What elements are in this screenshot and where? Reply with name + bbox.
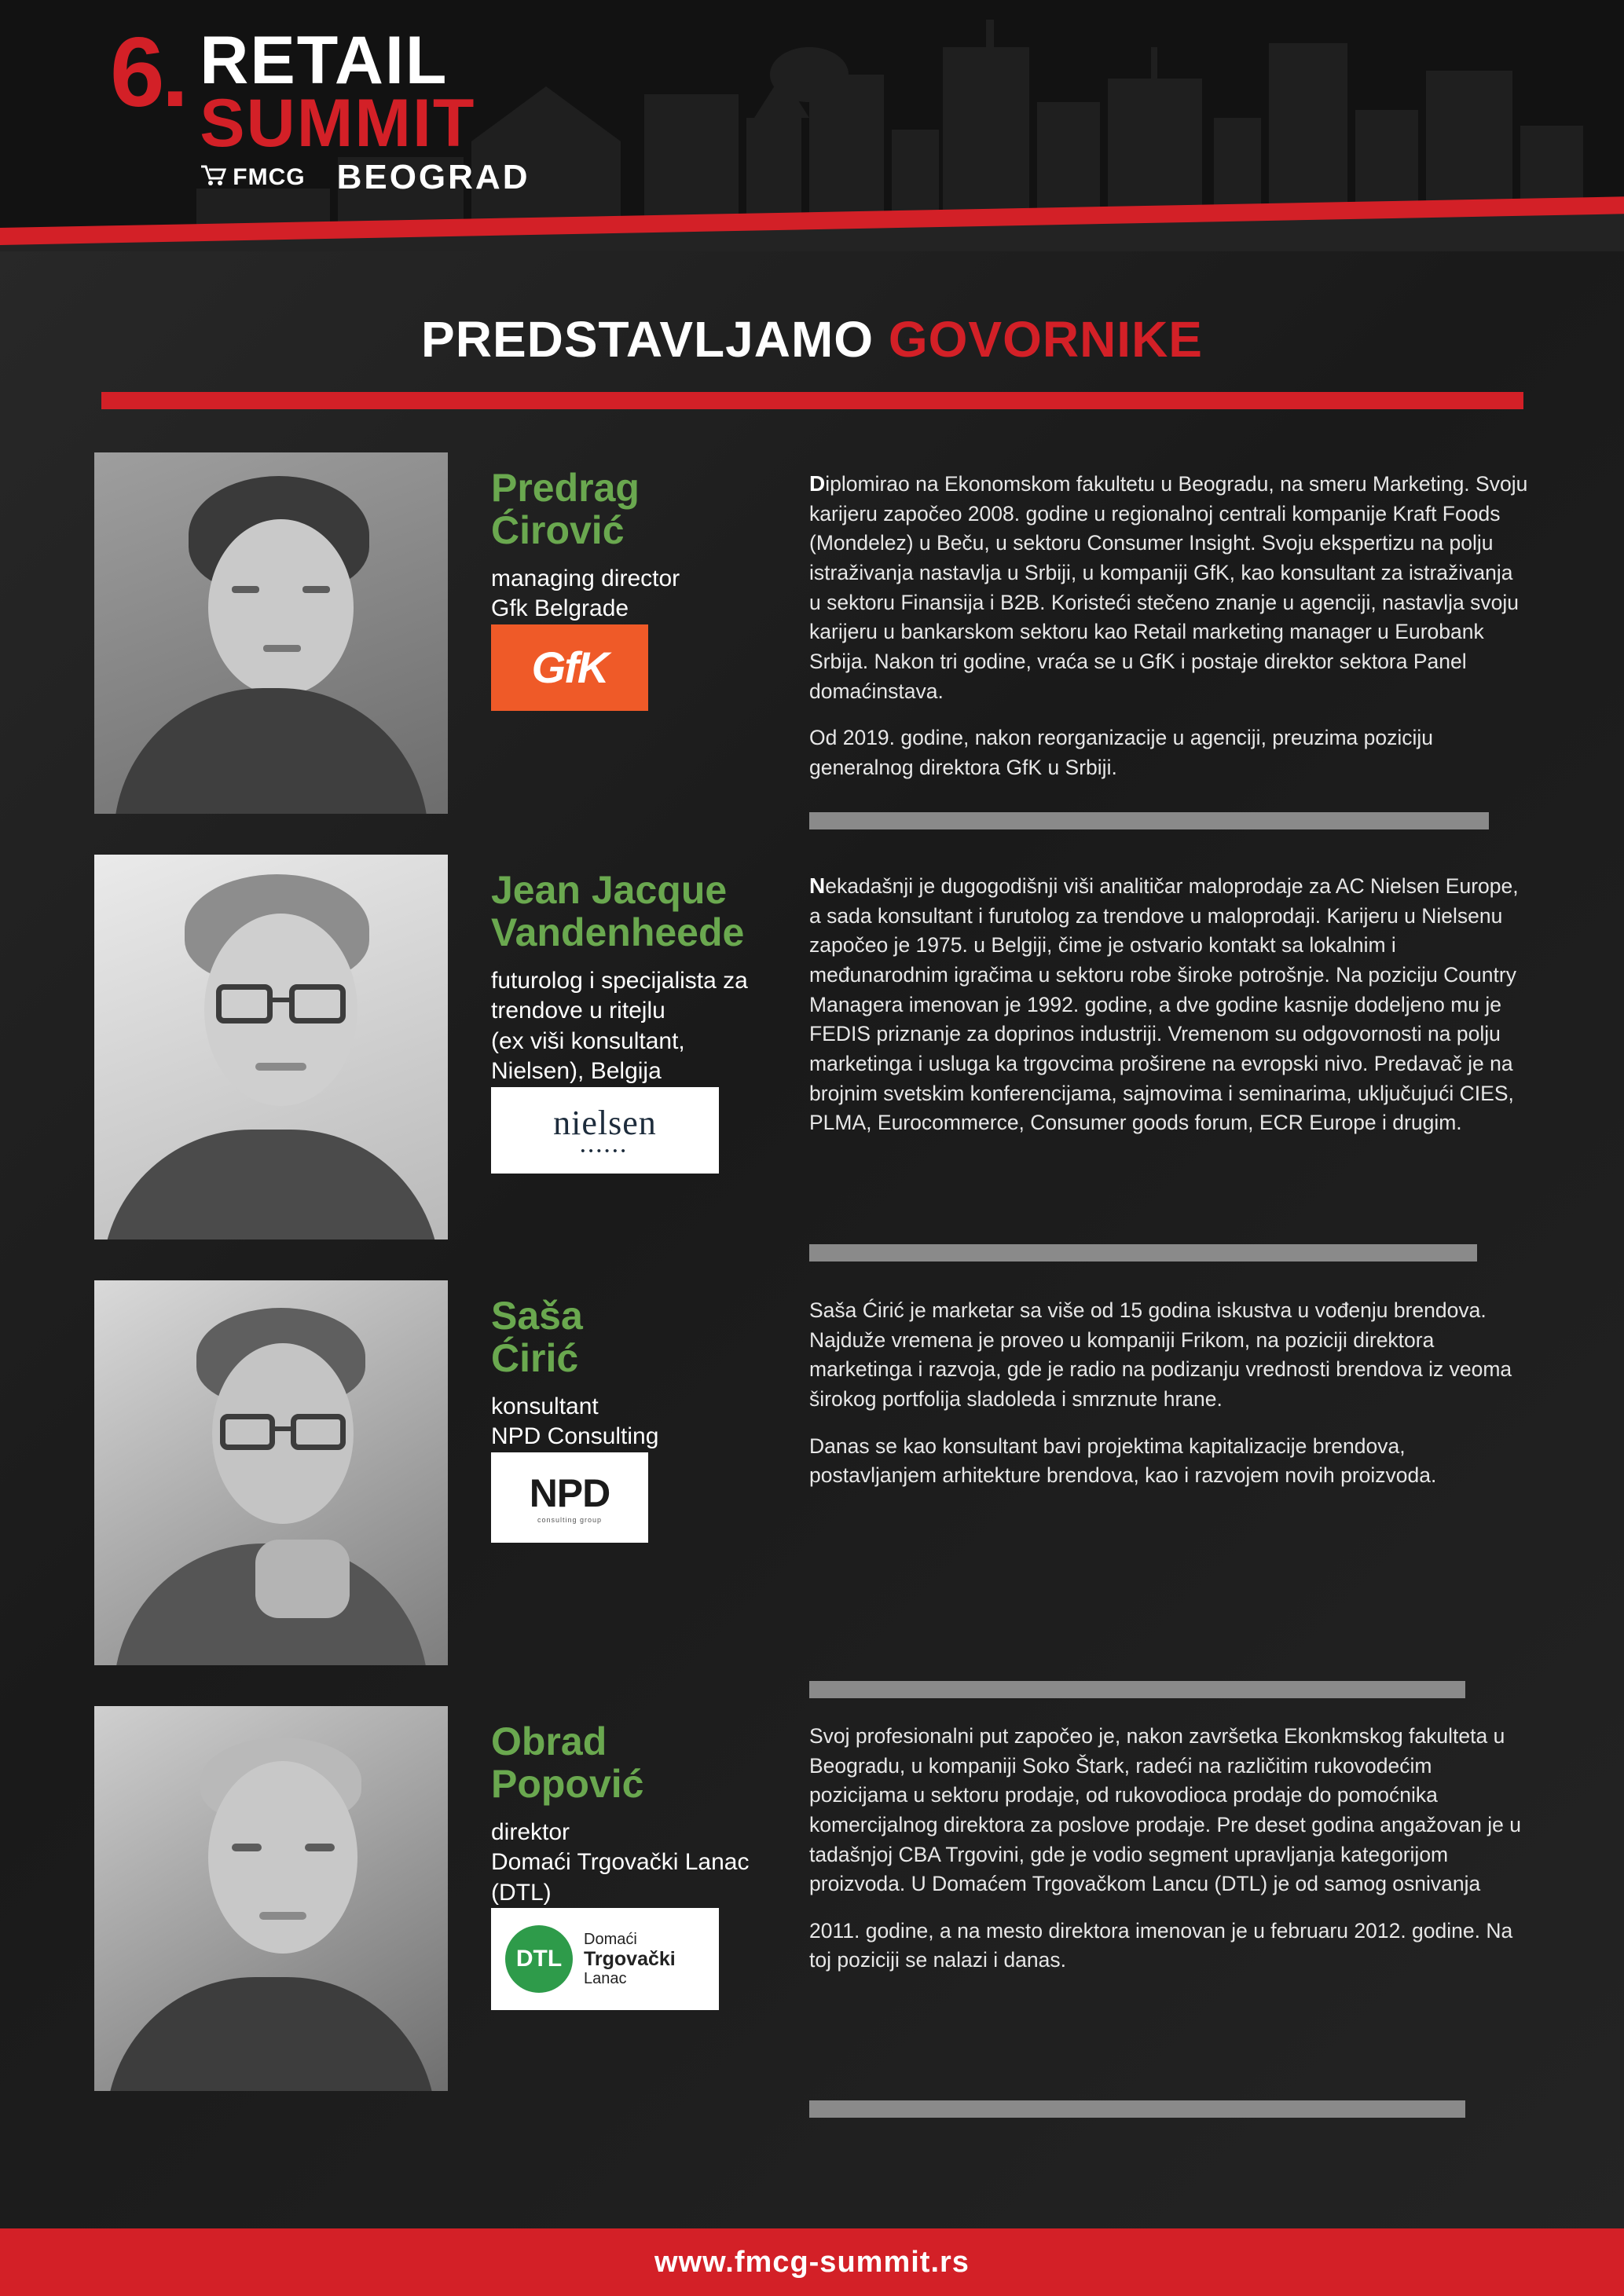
speaker-name xyxy=(491,1720,786,1805)
bio-text-2: Od 2019. godine, nakon reorganizacije u agenciji, preuzima poziciju generalnog direktora GfK u Srbiji. xyxy=(809,726,1434,779)
speaker-role-line1: managing director xyxy=(491,566,680,591)
speakers-list xyxy=(0,409,1624,2091)
speaker-bio-column xyxy=(786,1280,1530,1665)
event-logo xyxy=(110,18,530,197)
speaker-name xyxy=(491,869,786,954)
speaker-role-line2: Domaći Trgovački Lanac xyxy=(491,1849,750,1876)
bio-text-2: 2011. godine, a na mesto direktora imenovan je u februaru 2012. godine. Na toj poziciji se nalazi i danas. xyxy=(809,1918,1513,1972)
logo-fmcg-text: FMCG xyxy=(233,163,306,190)
speaker-info xyxy=(448,452,786,814)
speaker-card xyxy=(94,855,1530,1240)
bio-accent-bar xyxy=(809,1681,1465,1698)
logo-summit-text: SUMMIT xyxy=(200,86,476,162)
speaker-name-line2: Ćirović xyxy=(491,508,625,552)
speaker-role xyxy=(491,1818,786,1908)
company-logo-dtl-line1: Domaći xyxy=(584,1930,637,1948)
speaker-card xyxy=(94,1706,1530,2091)
poster-footer xyxy=(0,2228,1624,2296)
company-logo-dtl xyxy=(491,1908,719,2010)
speaker-name-line2: Vandenheede xyxy=(491,910,745,954)
speaker-role-line1: konsultant xyxy=(491,1393,599,1419)
bio-accent-bar xyxy=(809,2100,1465,2118)
speaker-role-line2: trendove u riteјlu xyxy=(491,998,665,1024)
nielsen-dots-decoration: •••••• xyxy=(581,1144,629,1158)
speaker-portrait-obrad-popovic xyxy=(94,1706,448,2091)
speaker-role-line2: NPD Consulting xyxy=(491,1423,659,1450)
speaker-role xyxy=(491,564,786,624)
speaker-portrait-predrag-cirovic xyxy=(94,452,448,814)
speaker-name xyxy=(491,1294,786,1379)
speaker-bio xyxy=(809,1296,1530,1491)
speaker-info xyxy=(448,1706,786,2091)
speaker-name-line1: Saša xyxy=(491,1294,583,1338)
company-logo-npd-label: NPD xyxy=(529,1471,610,1516)
logo-city-text: BEOGRAD xyxy=(336,157,530,196)
speaker-info xyxy=(448,855,786,1240)
bio-text-1: Saša Ćirić je marketar sa više od 15 godina iskustva u vođenju brendova. Najduže vremena je proveo u kompaniji Frikom, na poziciji direktora marketinga i razvoja, gde je radio na podizanju vrednosti brendova iz veoma širokog portfolija sladoleda i smrznute hrane. xyxy=(809,1298,1512,1411)
bio-accent-bar xyxy=(809,1244,1477,1262)
logo-retail-text: RETAIL xyxy=(200,23,449,98)
title-underline-bar xyxy=(101,392,1523,409)
speaker-role-line1: direktor xyxy=(491,1819,570,1845)
bio-text-1: ekadašnji je dugogodišnji viši analitičar maloprodaje za AC Nielsen Europe, a sada konsultant i furutolog za trendove u maloprodaji. Karijeru u Nielsenu započeo je 1975. u Belgiji, čime je ostvario kontakt sa lokalnim i međunarodnim igračima u sektoru robe široke potrošnje. Na poziciju Country Managera imenovan je 1992. godine, a dve godine kasnije dodeljeno mu je FEDIS priznanje za doprinos industriji. Vremenom su odgovornosti na polju marketinga i usluga ka trgovcima proširene na evropski nivo. Predavač je na brojnim svetskim konferencijama, sajmovima i seminarima, uključujući CIES, PLMA, Eurocommerce, Consumer goods forum, ECR Europe i drugim. xyxy=(809,874,1519,1135)
speaker-role-line2: Gfk Belgrade xyxy=(491,595,629,622)
speaker-photo-wrapper xyxy=(94,1280,448,1665)
company-logo-nielsen xyxy=(491,1087,719,1174)
company-logo-dtl-line3: Lanac xyxy=(584,1970,627,1988)
speaker-card xyxy=(94,452,1530,814)
speaker-portrait-sasa-ciric xyxy=(94,1280,448,1665)
company-logo-npd-tagline: consulting group xyxy=(537,1516,603,1525)
speaker-role-line3: (DTL) xyxy=(491,1879,552,1906)
speaker-bio-column xyxy=(786,855,1530,1240)
company-logo-dtl-mark: DTL xyxy=(505,1925,573,1993)
company-logo-dtl-line2: Trgovački xyxy=(584,1948,676,1971)
shopping-cart-icon xyxy=(200,164,226,190)
speaker-name-line2: Ćirić xyxy=(491,1336,579,1380)
speaker-bio xyxy=(809,1722,1530,1976)
speaker-photo-wrapper xyxy=(94,855,448,1240)
speaker-photo-wrapper xyxy=(94,1706,448,2091)
speaker-bio-column xyxy=(786,1706,1530,2091)
company-logo-npd xyxy=(491,1452,648,1543)
bio-text-1: iplomirao na Ekonomskom fakultetu u Beogradu, na smeru Marketing. Svoju karijeru započeo 2008. godine u regionalnoj centrali kompanije Kraft Foods (Mondelez) u Beču, u sektoru Consumer Insight. Svoju ekspertizu na polju istraživanja nastavlja u Srbiji, u kompaniji GfK, kao konsultant za istraživanja u sektoru Finansija i B2B. Koristeći stečeno znanje u agenciji, nastavlja svoju karijeru u bankarskom sektoru kao Retail marketing manager u Eurobank Srbija. Nakon tri godine, vraća se u GfK i postaje direktor sektora Panel domaćinstava. xyxy=(809,472,1528,703)
speaker-bio xyxy=(809,468,1530,782)
bio-dropcap: D xyxy=(809,471,826,496)
page-title-part1: PREDSTAVLJAMO xyxy=(421,311,874,368)
page-title xyxy=(0,310,1624,368)
page-title-part2: GOVORNIKE xyxy=(888,311,1203,368)
bio-text-2: Danas se kao konsultant bavi projektima kapitalizacije brendova, postavljanjem arhitekture brendova, kao i razvojem novih proizvoda. xyxy=(809,1434,1437,1488)
speaker-bio-column xyxy=(786,452,1530,814)
speaker-name xyxy=(491,467,786,551)
speaker-info xyxy=(448,1280,786,1665)
speaker-photo-wrapper xyxy=(94,452,448,814)
edition-number: 6. xyxy=(110,18,186,127)
bio-dropcap: N xyxy=(809,873,826,898)
speaker-name-line1: Predrag xyxy=(491,466,640,510)
page-title-area xyxy=(0,310,1624,409)
speaker-name-line1: Jean Jacque xyxy=(491,868,728,912)
footer-website-link[interactable]: www.fmcg-summit.rs xyxy=(654,2245,970,2279)
speaker-role-line4: Nielsen), Belgija xyxy=(491,1058,662,1085)
speaker-role-line1: futurolog i specijalista za xyxy=(491,968,748,994)
poster-header xyxy=(0,0,1624,251)
speaker-role xyxy=(491,966,786,1087)
company-logo-gfk xyxy=(491,624,648,711)
speaker-role xyxy=(491,1392,786,1452)
speaker-card xyxy=(94,1280,1530,1665)
speaker-name-line2: Popović xyxy=(491,1762,644,1806)
bio-accent-bar xyxy=(809,812,1489,829)
company-logo-gfk-label: GfK xyxy=(531,643,608,693)
speaker-portrait-jean-jacque-vandenheede xyxy=(94,855,448,1240)
company-logo-nielsen-label: nielsen xyxy=(553,1103,657,1142)
speaker-bio xyxy=(809,870,1530,1138)
speaker-name-line1: Obrad xyxy=(491,1719,607,1763)
speaker-role-line3: (ex viši konsultant, xyxy=(491,1027,685,1054)
bio-text-1: Svoj profesionalni put započeo je, nakon završetka Ekonkmskog fakulteta u Beogradu, u kompaniji Soko Štark, radeći na različitim rukovodećim pozicijama u sektoru prodaje, od rukovodioca prodaje do pomoćnika komercijalnog direktora za poslove prodaje. Pre deset godina angažovan je u tadašnjoj CBA Trgovini, gde je vodio segment upravljanja kategorijom proizvoda. U Domaćem Trgovačkom Lancu (DTL) je od samog osnivanja xyxy=(809,1724,1521,1896)
